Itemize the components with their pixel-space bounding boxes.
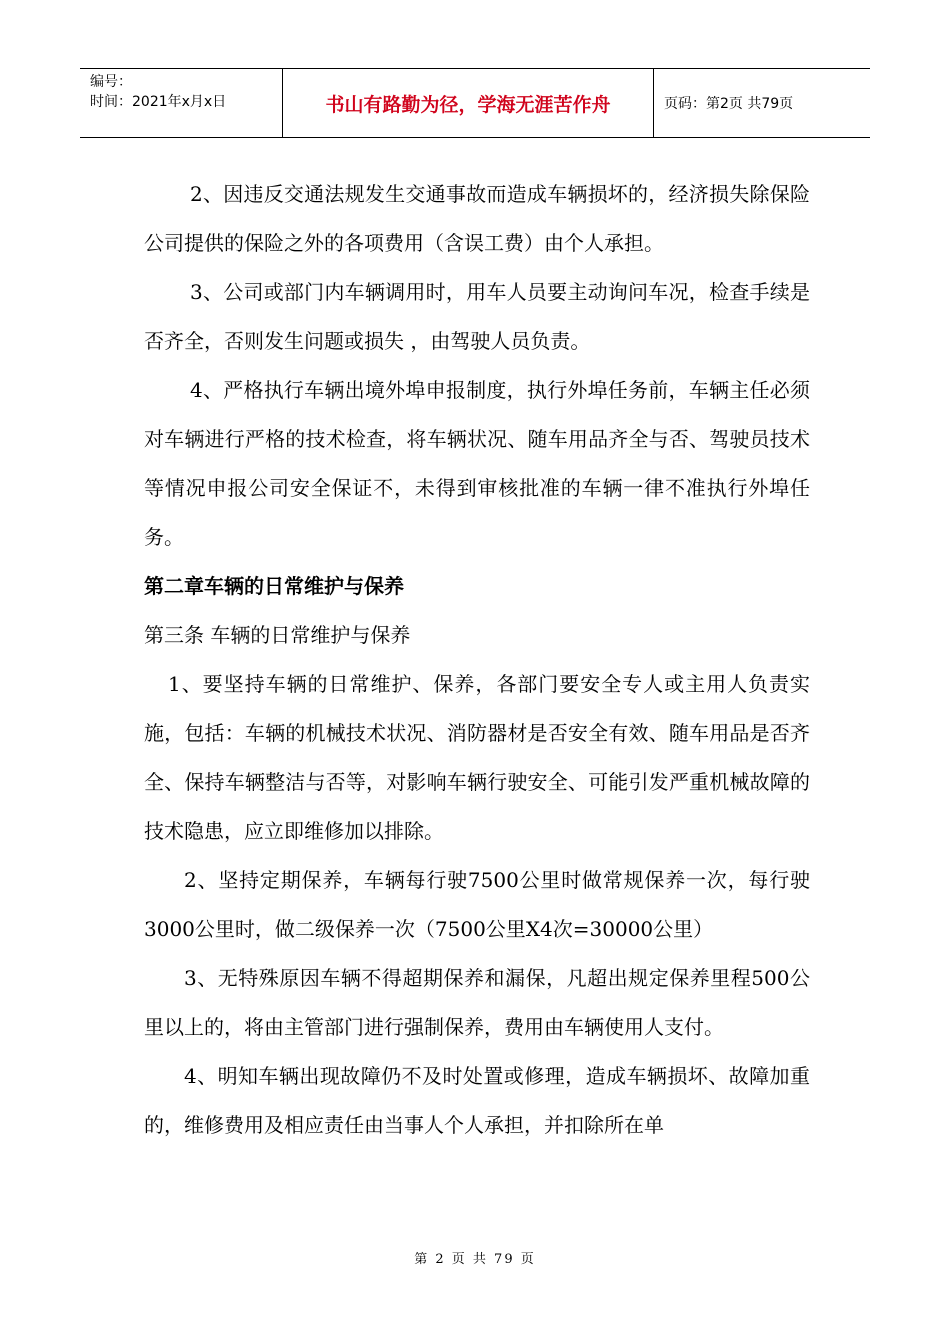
document-body xyxy=(144,170,810,1150)
header-page-info: 页码：第2页 共79页 xyxy=(664,96,794,112)
paragraph-article3-4: 4、明知车辆出现故障仍不及时处置或修理，造成车辆损坏、故障加重的，维修费用及相应责任由当事人个人承担，并扣除所在单 xyxy=(144,1064,810,1137)
number-label: 编号： xyxy=(90,74,132,90)
date-label: 时间：2021年x月x日 xyxy=(90,94,227,110)
paragraph-4: 4、严格执行车辆出境外埠申报制度，执行外埠任务前，车辆主任必须对车辆进行严格的技术检查，将车辆状况、随车用品齐全与否、驾驶员技术等情况申报公司安全保证不，未得到审核批准的车辆一律不准执行外埠任务。 xyxy=(144,378,810,549)
paragraph-3: 3、公司或部门内车辆调用时，用车人员要主动询问车况，检查手续是否齐全，否则发生问题或损失 ，由驾驶人员负责。 xyxy=(144,280,810,353)
page-footer: 第 2 页 共 79 页 xyxy=(414,1252,536,1267)
chapter-heading: 第二章车辆的日常维护与保养 xyxy=(144,574,404,598)
paragraph-2: 2、因违反交通法规发生交通事故而造成车辆损坏的，经济损失除保险公司提供的保险之外的各项费用（含误工费）由个人承担。 xyxy=(144,182,810,255)
paragraph-article3-2: 2、坚持定期保养，车辆每行驶7500公里时做常规保养一次，每行驶3000公里时，做二级保养一次（7500公里X4次=30000公里） xyxy=(144,868,810,941)
header-meta xyxy=(80,69,282,137)
header-motto: 书山有路勤为径，学海无涯苦作舟 xyxy=(282,69,654,137)
paragraph-article3-1: 1、要坚持车辆的日常维护、保养，各部门要安全专人或主用人负责实施，包括：车辆的机械技术状况、消防器材是否安全有效、随车用品是否齐全、保持车辆整洁与否等，对影响车辆行驶安全、可能引发严重机械故障的技术隐患，应立即维修加以排除。 xyxy=(144,672,810,843)
page-header xyxy=(80,68,870,138)
article-heading: 第三条 车辆的日常维护与保养 xyxy=(144,623,411,647)
paragraph-article3-3: 3、无特殊原因车辆不得超期保养和漏保，凡超出规定保养里程500公里以上的，将由主管部门进行强制保养，费用由车辆使用人支付。 xyxy=(144,966,810,1039)
